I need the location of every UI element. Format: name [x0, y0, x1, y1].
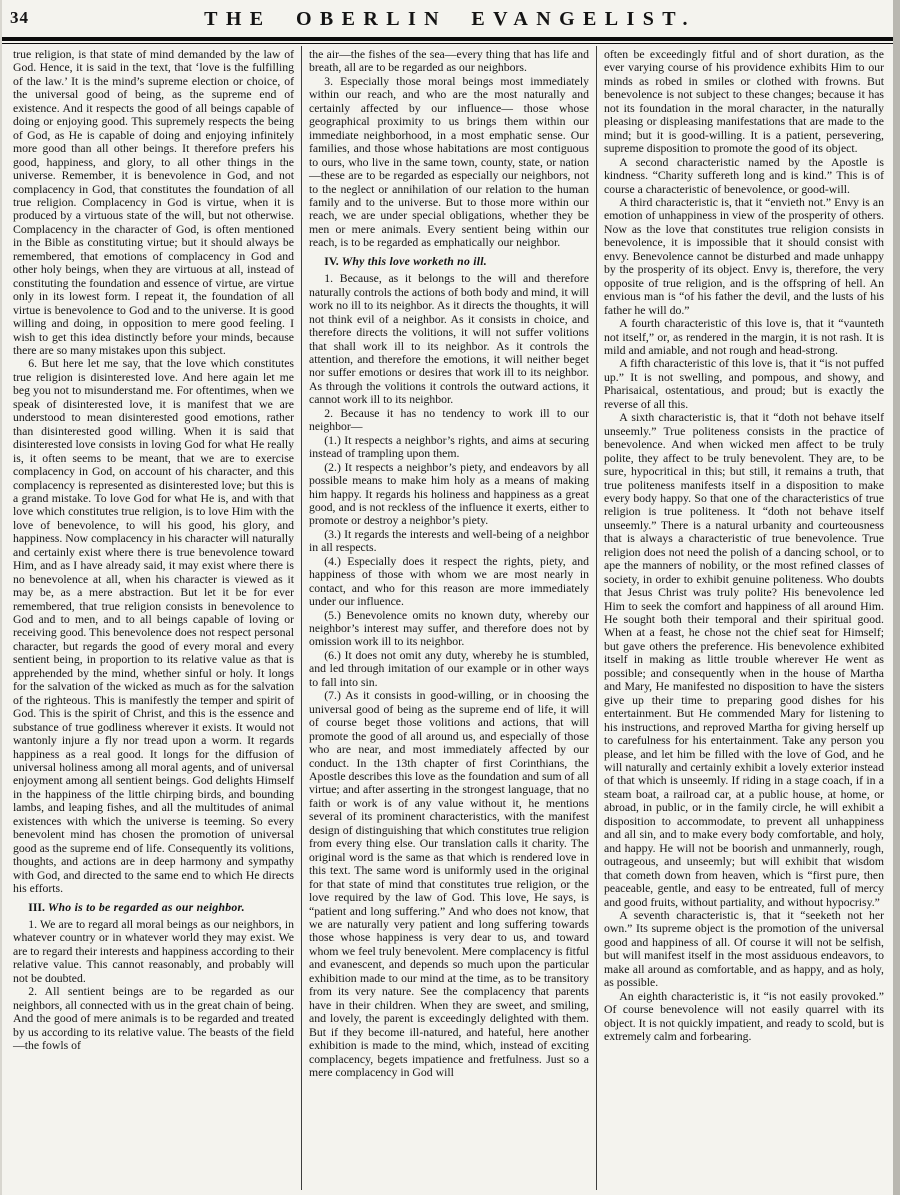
section-heading: [309, 255, 589, 268]
paragraph: (5.) Benevolence omits no known duty, whereby our neighbor’s interest may suffer, and therefore does not by omission work ill to its neighbor.: [309, 608, 589, 649]
paragraph: A fourth characteristic of this love is, that it “vaunteth not itself,” or, as rendered in the margin, it is not rash. It is mild and amiable, and not rough and head-strong.: [604, 317, 884, 357]
article-columns: [0, 44, 900, 1190]
paragraph: the air—the fishes of the sea—every thing that has life and breath, all are to be regarded as our neighbors.: [309, 48, 589, 75]
paragraph: (1.) It respects a neighbor’s rights, and aims at securing instead of trampling upon them.: [309, 433, 589, 461]
scan-edge-right: [893, 0, 900, 1195]
page-header: [0, 0, 900, 34]
column-3: [596, 46, 891, 1190]
paragraph: 2. Because it has no tendency to work ill to our neighbor—: [309, 406, 589, 434]
section-number: III.: [28, 900, 48, 914]
section-heading-text: Why this love worketh no ill.: [341, 254, 487, 268]
page-number: 34: [10, 8, 29, 27]
scan-edge-left: [0, 0, 2, 1195]
paragraph: often be exceedingly fitful and of short duration, as the ever varying course of his providence exhibits Him to our minds as robed in smiles or clothed with frowns. But benevolence is not subject to these changes; because it has not its foundation in the moral character, in the naturally pleasing or displeasing manifestations that are made to the mind; but it is good-willing. It is a patient, persevering, supreme disposition to promote the good of its object.: [604, 48, 884, 156]
section-heading-text: Who is to be regarded as our neighbor.: [47, 900, 245, 914]
paragraph: A sixth characteristic is, that it “doth not behave itself unseemly.” True politeness consists in the practice of benevolence. And when wicked men affect to be truly polite, they affect to be truly benevolent. They are, to be sure, hypocritical in this; but still, it remains a truth, that true politeness manifests itself in a disposition to make every body happy. So that one of the characteristics of true religion is true politeness. It “doth not behave itself unseemly.” There is a natural urbanity and courteousness that is always a characteristic of true benevolence. True religion does not need the polish of a dancing school, or to ape the manners of nobility, or the most refined classes of society, in order to exhibit genuine politeness. Who doubts that Jesus Christ was truly polite? His benevolence led Him to seek the comfort and happiness of all around Him. He sought both their temporal and their spiritual good. When at a feast, he chose not the chief seat for Himself; but gave others the preference. His benevolence exhibited itself in making as little trouble wherever He went as possible; and consequently when in the house of Martha and Mary, He manifested no disposition to have the sisters give up their time to preparing good dishes for his entertainment. But He commended Mary for listening to his instructions, and reproved Martha for giving herself up to carefulness for his entertainment. Take any person you please, and let him be filled with the love of God, and he will naturally and certainly exhibit a lovely exterior instead of that which is unseemly. If riding in a stage coach, if in a steam boat, a railroad car, at a public house, at home, or abroad, in public, or in the family circle, he will exhibit a disposition to accommodate, to prevent all unhappiness and all sin, and to make every body comfortable, and holy, and happy. He will not be boorish and unmannerly, rough, outrageous, and unseemly; but will exhibit that wisdom that cometh down from heaven, which is “first pure, then peaceable, gentle, and easy to be entreated, full of mercy and good fruits, without partiality, and without hypocrisy.”: [604, 411, 884, 909]
paragraph: A third characteristic is, that it “envieth not.” Envy is an emotion of unhappiness in view of the prosperity of others. Now as the love that constitutes true religion consists in benevolence, it is impossible that it should consist with envy. Benevolence cannot be disturbed and made unhappy by the prosperity of its object. Envy is, therefore, the very opposite of true religion, and is the offspring of hell. An envious man is “of his father the devil, and the lusts of his father he will do.”: [604, 195, 884, 317]
section-number: IV.: [324, 254, 342, 268]
paragraph: 3. Especially those moral beings most immediately within our reach, and who are the most naturally and certainly affected by our influence— those whose geographical proximity to us brings them within our immediate neighborhood, in a most emphatic sense. Our families, and those whose habitations are most contiguous to ours, who live in the same town, county, state, or nation—these are to be regarded as especially our neighbors, not to the neglect or annihilation of our relation to the human family and to the universe. But to those more within our reach, we are under special obligations, whether they be men or mere animals. Every sentient being within our reach, is to be regarded as emphatically our neighbor.: [309, 74, 589, 250]
paragraph: (7.) As it consists in good-willing, or in choosing the universal good of being as the supreme end of life, it will of course beget those volitions and actions, that will promote the good of all around us, and especially of those who are near, and most immediately affected by our conduct. In the 13th chapter of first Corinthians, the Apostle describes this love as the foundation and sum of all virtue; and after asserting in the strongest language, that no faith or work is of any value without it, he mentions several of its prominent characteristics, with the manifest design of distinguishing that which constitutes true religion from every thing else. Our translation calls it charity. The original word is the same as that which is rendered love in this text. The same word is uniformly used in the original for that state of mind that constitutes true religion, or the love required by the law of God. This love, He says, is “patient and long suffering.” And who does not know, that we are naturally very patient and long suffering towards those whose happiness is very dear to us, and toward whom we feel truly benevolent. Mere complacency is fitful and evanescent, and depends so much upon the particular exhibition made to our mind at the time, as to be transitory from its very nature. See the complacency that parents have in their children. When they are sweet, and smiling, and lovely, the parent is exceedingly delighted with them. But if they become ill-natured, and hateful, here another exhibition is made to the mind, which, instead of exciting complacency, begets impatience and fretfulness. Just so a mere complacency in God will: [309, 689, 589, 1079]
paragraph: 1. We are to regard all moral beings as our neighbors, in whatever country or in whatever world they may exist. We are to regard their interests and happiness according to their relative value. This cannot reasonably, and probably will not be doubted.: [13, 918, 294, 985]
column-1: [6, 46, 301, 1190]
paragraph: (6.) It does not omit any duty, whereby he is stumbled, and led through imitation of our example or in other ways to fall into sin.: [309, 648, 589, 689]
header-rule: [2, 37, 898, 44]
paragraph: A fifth characteristic of this love is, that it “is not puffed up.” It is not swelling, and pompous, and showy, and Pharisaical, ostentatious, and proud; but is exactly the reverse of all this.: [604, 357, 884, 411]
paragraph: (2.) It respects a neighbor’s piety, and endeavors by all possible means to make him holy as a means of making him happy. It regards his holiness and happiness as a great good, and is not reckless of the influence it exerts, either to promote or destroy a neighbor’s piety.: [309, 460, 589, 528]
paragraph: 6. But here let me say, that the love which constitutes true religion is disinterested love. And here again let me beg you not to misunderstand me. For oftentimes, when we speak of disinterested love, it is manifest that we are understood to mean disinterested good emotions, rather than disinterested good willing. When it is said that disinterested love consists in loving God for what He really is, it often seems to be meant, that we are to exercise complacency in God, on account of his character, and this complacency is represented as disinterested love; but this is a grand mistake. To love God for what He is, and with that love which constitutes true religion, is to love Him with the love of benevolence, to will his good, his glory, and happiness. Now complacency in his character will naturally and certainly exist where there is true benevolence toward Him, and as I have already said, it may exist where there is no benevolence at all, when his character is viewed as it may be, as a mere abstraction. But let it be for ever remembered, that true religion consists in benevolence to God and to men, and to all beings capable of loving or receiving good. This benevolence does not respect personal character, but regards the good of every moral and every sentient being, in proportion to its relative value as that is apprehended by the mind, whether sinful or holy. It longs for the salvation of the wicked as much as for the salvation of the righteous. This is manifestly the temper and spirit of God. This is the spirit of Christ, and this is the essence and substance of true godliness wherever it exists. It would not wantonly injure a fly nor tread upon a worm. It regards happiness as a real good. It longs for the diffusion of universal holiness among all moral agents, and of universal enjoyment among all sentient beings. God delights Himself in the happiness of the little chirping birds, and bounding lambs, and leaping fishes, and all the multitudes of animal existences with which the universe is teeming. So every benevolent mind has chosen the promotion of universal good as the supreme end of life. Consequently its volitions, thoughts, and actions are in deep harmony and sympathy with God, and directed to the same end to which He directs his efforts.: [13, 357, 294, 896]
paragraph: (4.) Especially does it respect the rights, piety, and happiness of those with whom we are most nearly in contact, and who for this reason are more immediately under our influence.: [309, 554, 589, 609]
paragraph: An eighth characteristic is, it “is not easily provoked.” Of course benevolence will not easily quarrel with its object. It is not quickly impatient, and ready to scold, but is extremely calm and forbearing.: [604, 989, 884, 1044]
paragraph: 2. All sentient beings are to be regarded as our neighbors, all connected with us in the great chain of being. And the good of mere animals is to be regarded and treated by us according to its relative value. The beasts of the field—the fowls of: [13, 985, 294, 1053]
column-2: [301, 46, 596, 1190]
paragraph: A seventh characteristic is, that it “seeketh not her own.” Its supreme object is the promotion of the universal good and happiness of all. Of course it will not be selfish, but will manifest itself in the most assiduous endeavors, to make all around as comfortable, and as happy, and as holy, as possible.: [604, 909, 884, 990]
paragraph: 1. Because, as it belongs to the will and therefore naturally controls the actions of both body and mind, it will work no ill to its neighbor. As it directs the thoughts, it will not think evil of a neighbor. As it consists in choice, and therefore directs the volitions, it will not suffer volitions that shall work ill to its neighbor. As it controls the attention, and therefore the emotions, it will neither beget nor suffer emotions or desires that work ill to its neighbor. As through the volitions it controls the outward actions, it cannot work ill to its neighbor.: [309, 272, 589, 407]
paragraph: (3.) It regards the interests and well-being of a neighbor in all respects.: [309, 527, 589, 555]
paragraph: A second characteristic named by the Apostle is kindness. “Charity suffereth long and is kind.” This is of course a characteristic of benevolence, or good-will.: [604, 155, 884, 196]
masthead-title: THE OBERLIN EVANGELIST.: [204, 8, 696, 30]
paragraph: true religion, is that state of mind demanded by the law of God. Hence, it is said in the text, that ‘love is the fulfilling of the law.’ It is the mind’s supreme election or choice, of the universal good of being, as the supreme end of existence. And it respects the good of all beings capable of doing or enjoying good. This supremely respects the being of God, as He is capable of doing and enjoying infinitely more good than all other beings. It therefore prefers his good, happiness, and glory, to all other things in the universe. Remember, it is benevolence in God, and not complacency in God, that constitutes the foundation of all true religion. Complacency in God is virtue, when it is produced by a virtuous state of the will, but not otherwise. Complacency in the character of God, is often mentioned in the Bible as constituting virtue; but it should always be remembered, that emotions of complacency in God and other holy beings, when they are virtuous at all, instead of constituting the foundation and essence of virtue, are virtue only in its lowest form. I repeat it, the foundation of all virtue is benevolence to God and to the universe. It is good willing and doing, in opposition to mere good feeling. I wish to get this idea distinctly before your minds, because there are so many mistakes upon this subject.: [13, 48, 294, 357]
section-heading: [13, 901, 294, 914]
